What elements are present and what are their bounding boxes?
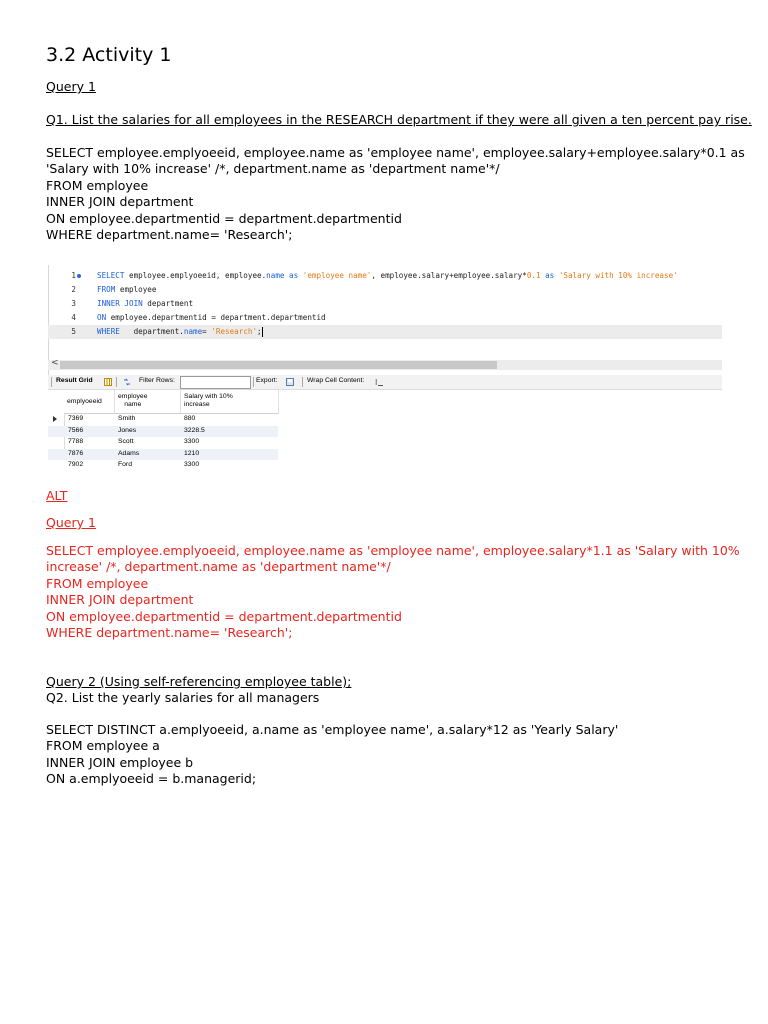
table-row[interactable] (48, 449, 278, 461)
filter-rows-input[interactable] (180, 376, 251, 389)
sql-line: increase' /*, department.name as 'department name'*/ (46, 559, 391, 575)
sql-text: department. (133, 327, 184, 336)
sql-keyword: INNER JOIN (97, 299, 143, 308)
alt-sql-block (46, 543, 740, 641)
table-cell: 7876 (68, 449, 84, 457)
table-cell: 3228.5 (184, 426, 205, 434)
q2-sql-block (46, 722, 618, 788)
horizontal-scrollbar[interactable] (48, 360, 722, 370)
table-cell: Ford (118, 461, 132, 468)
divider (116, 377, 117, 387)
code-line (48, 297, 722, 311)
scroll-left-arrow-icon[interactable]: < (51, 358, 59, 368)
table-cell: 1210 (184, 449, 200, 457)
grid-icon[interactable] (104, 378, 112, 386)
breakpoint-dot-icon (77, 274, 81, 278)
export-label[interactable]: Export: (256, 377, 278, 384)
divider (51, 377, 52, 387)
sql-keyword: as (545, 271, 555, 280)
sql-line: WHERE department.name= 'Research'; (46, 226, 293, 242)
alt-query-heading: Query 1 (46, 515, 96, 530)
column-header[interactable] (115, 390, 181, 414)
column-header[interactable] (64, 390, 115, 414)
sql-line: FROM employee (46, 177, 149, 193)
sql-text: , employee.salary+employee.salary* (371, 271, 527, 280)
filter-icon[interactable] (123, 378, 131, 386)
table-cell: 7902 (68, 461, 84, 468)
page-title: 3.2 Activity 1 (46, 44, 172, 66)
wrap-cell-label: Wrap Cell Content: (307, 377, 365, 384)
sql-line: 'Salary with 10% increase' /*, department.name as 'department name'*/ (46, 161, 500, 177)
sql-keyword: SELECT (97, 271, 125, 280)
divider (302, 377, 303, 387)
sql-line: FROM employee (46, 575, 149, 591)
sql-string: 'Research' (211, 327, 258, 336)
sql-line: ON a.emplyoeeid = b.managerid; (46, 771, 257, 787)
line-number: 5 (71, 327, 76, 336)
table-cell: Jones (118, 426, 137, 434)
table-row[interactable] (48, 426, 278, 438)
code-line (48, 283, 722, 297)
line-number: 2 (71, 285, 76, 294)
sql-keyword: as (289, 271, 299, 280)
sql-line: SELECT employee.emplyoeeid, employee.name as 'employee name', employee.salary+employee.salary*0.1 as (46, 145, 745, 160)
sql-keyword: FROM (97, 285, 116, 294)
query2-heading: Query 2 (Using self-referencing employee table); (46, 674, 352, 689)
result-toolbar (48, 375, 722, 390)
column-header-label: employee name (118, 393, 148, 408)
sql-text: employee.emplyoeeid, employee. (129, 271, 267, 280)
table-row[interactable] (48, 460, 278, 472)
sql-line: FROM employee a (46, 738, 160, 754)
svg-text:I: I (375, 378, 378, 386)
sql-editor-screenshot (48, 265, 722, 473)
sql-text: = (202, 327, 207, 336)
q1-question: Q1. List the salaries for all employees in the RESEARCH department if they were all given a ten percent pay rise. (46, 112, 752, 127)
sql-keyword: ON (97, 313, 107, 322)
sql-line: INNER JOIN employee b (46, 754, 194, 770)
column-header-label: emplyoeeid (67, 398, 102, 405)
scrollbar-thumb[interactable] (60, 361, 497, 369)
export-icon[interactable] (286, 378, 294, 386)
sql-line: SELECT employee.emplyoeeid, employee.name as 'employee name', employee.salary*1.1 as 'Salary with 10% (46, 543, 740, 558)
table-cell: 7369 (68, 415, 84, 422)
table-cell: 3300 (184, 438, 200, 445)
code-line (48, 311, 722, 325)
sql-string: 'Salary with 10% increase' (558, 271, 678, 280)
table-cell: Scott (118, 438, 134, 445)
alt-label: ALT (46, 488, 68, 503)
result-grid-tab[interactable]: Result Grid (56, 377, 93, 384)
sql-line: INNER JOIN department (46, 194, 194, 210)
line-number: 3 (71, 299, 76, 308)
code-line (48, 325, 722, 339)
code-editor (48, 269, 722, 339)
table-row[interactable] (48, 414, 278, 426)
sql-line: SELECT DISTINCT a.emplyoeeid, a.name as 'employee name', a.salary*12 as 'Yearly Salary' (46, 722, 619, 737)
line-number: 4 (71, 313, 76, 322)
sql-keyword: name (183, 327, 203, 336)
text-caret (262, 327, 263, 337)
wrap-text-icon[interactable] (375, 378, 383, 386)
table-cell: 7566 (68, 426, 84, 434)
table-cell: 7788 (68, 438, 84, 445)
divider (253, 377, 254, 387)
column-header-label: Salary with 10% increase (184, 393, 233, 408)
sql-text: employee (119, 285, 157, 294)
filter-rows-label: Filter Rows: (139, 377, 175, 384)
table-cell: 880 (184, 415, 196, 422)
line-number: 1 (71, 271, 76, 280)
sql-number: 0.1 (526, 271, 541, 280)
current-row-marker-icon (53, 416, 57, 422)
q2-question: Q2. List the yearly salaries for all managers (46, 690, 320, 705)
table-cell: Smith (118, 415, 136, 422)
sql-line: INNER JOIN department (46, 592, 194, 608)
sql-line: ON employee.departmentid = department.departmentid (46, 210, 402, 226)
column-header[interactable] (181, 390, 279, 414)
q1-sql-block (46, 145, 745, 243)
sql-line: ON employee.departmentid = department.departmentid (46, 608, 402, 624)
sql-keyword: name (266, 271, 285, 280)
table-row[interactable] (48, 437, 278, 449)
query1-heading: Query 1 (46, 79, 96, 94)
table-cell: 3300 (184, 461, 200, 468)
sql-text: department (147, 299, 194, 308)
sql-keyword: WHERE (97, 327, 120, 336)
code-line (48, 269, 722, 283)
sql-string: 'employee name' (302, 271, 372, 280)
sql-line: WHERE department.name= 'Research'; (46, 624, 293, 640)
table-cell: Adams (118, 449, 140, 457)
sql-text: ; (257, 327, 262, 336)
sql-text: employee.departmentid = department.departmentid (110, 313, 326, 322)
